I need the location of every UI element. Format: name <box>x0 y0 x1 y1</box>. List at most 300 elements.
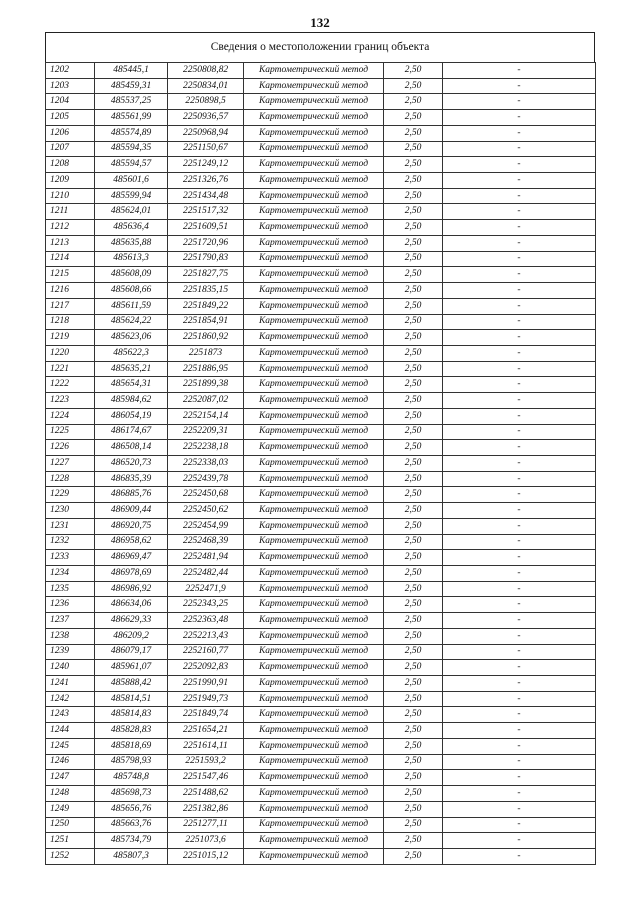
accuracy-cell: 2,50 <box>384 330 443 346</box>
x-coordinate-cell: 485654,31 <box>95 377 168 393</box>
coordinates-table <box>45 62 596 865</box>
accuracy-cell: 2,50 <box>384 597 443 613</box>
y-coordinate-cell: 2250808,82 <box>168 63 244 79</box>
accuracy-cell: 2,50 <box>384 455 443 471</box>
point-number-cell: 1203 <box>46 78 95 94</box>
accuracy-cell: 2,50 <box>384 220 443 236</box>
note-cell: - <box>443 424 596 440</box>
x-coordinate-cell: 486520,73 <box>95 455 168 471</box>
x-coordinate-cell: 486634,06 <box>95 597 168 613</box>
accuracy-cell: 2,50 <box>384 691 443 707</box>
x-coordinate-cell: 485734,79 <box>95 833 168 849</box>
accuracy-cell: 2,50 <box>384 78 443 94</box>
accuracy-cell: 2,50 <box>384 173 443 189</box>
accuracy-cell: 2,50 <box>384 613 443 629</box>
point-number-cell: 1252 <box>46 848 95 864</box>
method-cell: Картометрический метод <box>244 487 384 503</box>
table-row <box>46 345 596 361</box>
point-number-cell: 1238 <box>46 628 95 644</box>
x-coordinate-cell: 486885,76 <box>95 487 168 503</box>
accuracy-cell: 2,50 <box>384 94 443 110</box>
method-cell: Картометрический метод <box>244 78 384 94</box>
note-cell: - <box>443 204 596 220</box>
coordinates-table-body <box>46 63 596 865</box>
note-cell: - <box>443 393 596 409</box>
point-number-cell: 1239 <box>46 644 95 660</box>
note-cell: - <box>443 141 596 157</box>
table-row <box>46 141 596 157</box>
y-coordinate-cell: 2250936,57 <box>168 110 244 126</box>
accuracy-cell: 2,50 <box>384 440 443 456</box>
note-cell: - <box>443 377 596 393</box>
x-coordinate-cell: 485459,31 <box>95 78 168 94</box>
y-coordinate-cell: 2252363,48 <box>168 613 244 629</box>
method-cell: Картометрический метод <box>244 345 384 361</box>
x-coordinate-cell: 485828,83 <box>95 723 168 739</box>
table-row <box>46 377 596 393</box>
accuracy-cell: 2,50 <box>384 393 443 409</box>
accuracy-cell: 2,50 <box>384 314 443 330</box>
note-cell: - <box>443 660 596 676</box>
method-cell: Картометрический метод <box>244 754 384 770</box>
note-cell: - <box>443 754 596 770</box>
method-cell: Картометрический метод <box>244 628 384 644</box>
x-coordinate-cell: 485656,76 <box>95 801 168 817</box>
table-row <box>46 848 596 864</box>
table-row <box>46 518 596 534</box>
accuracy-cell: 2,50 <box>384 550 443 566</box>
method-cell: Картометрический метод <box>244 817 384 833</box>
y-coordinate-cell: 2252213,43 <box>168 628 244 644</box>
point-number-cell: 1233 <box>46 550 95 566</box>
method-cell: Картометрический метод <box>244 440 384 456</box>
note-cell: - <box>443 235 596 251</box>
x-coordinate-cell: 485599,94 <box>95 188 168 204</box>
x-coordinate-cell: 485594,57 <box>95 157 168 173</box>
x-coordinate-cell: 485814,83 <box>95 707 168 723</box>
table-row <box>46 235 596 251</box>
method-cell: Картометрический метод <box>244 707 384 723</box>
accuracy-cell: 2,50 <box>384 833 443 849</box>
method-cell: Картометрический метод <box>244 455 384 471</box>
accuracy-cell: 2,50 <box>384 361 443 377</box>
note-cell: - <box>443 440 596 456</box>
note-cell: - <box>443 188 596 204</box>
accuracy-cell: 2,50 <box>384 267 443 283</box>
point-number-cell: 1251 <box>46 833 95 849</box>
y-coordinate-cell: 2251827,75 <box>168 267 244 283</box>
y-coordinate-cell: 2250898,5 <box>168 94 244 110</box>
method-cell: Картометрический метод <box>244 471 384 487</box>
table-row <box>46 738 596 754</box>
point-number-cell: 1243 <box>46 707 95 723</box>
x-coordinate-cell: 486909,44 <box>95 503 168 519</box>
method-cell: Картометрический метод <box>244 141 384 157</box>
y-coordinate-cell: 2251899,38 <box>168 377 244 393</box>
method-cell: Картометрический метод <box>244 251 384 267</box>
method-cell: Картометрический метод <box>244 770 384 786</box>
accuracy-cell: 2,50 <box>384 707 443 723</box>
y-coordinate-cell: 2250834,01 <box>168 78 244 94</box>
y-coordinate-cell: 2251860,92 <box>168 330 244 346</box>
accuracy-cell: 2,50 <box>384 644 443 660</box>
table-row <box>46 393 596 409</box>
method-cell: Картометрический метод <box>244 786 384 802</box>
method-cell: Картометрический метод <box>244 408 384 424</box>
method-cell: Картометрический метод <box>244 534 384 550</box>
note-cell: - <box>443 518 596 534</box>
method-cell: Картометрический метод <box>244 188 384 204</box>
accuracy-cell: 2,50 <box>384 676 443 692</box>
note-cell: - <box>443 628 596 644</box>
accuracy-cell: 2,50 <box>384 848 443 864</box>
table-row <box>46 817 596 833</box>
method-cell: Картометрический метод <box>244 283 384 299</box>
method-cell: Картометрический метод <box>244 613 384 629</box>
point-number-cell: 1206 <box>46 125 95 141</box>
point-number-cell: 1246 <box>46 754 95 770</box>
point-number-cell: 1242 <box>46 691 95 707</box>
x-coordinate-cell: 485608,66 <box>95 283 168 299</box>
note-cell: - <box>443 644 596 660</box>
note-cell: - <box>443 455 596 471</box>
table-row <box>46 801 596 817</box>
method-cell: Картометрический метод <box>244 848 384 864</box>
method-cell: Картометрический метод <box>244 738 384 754</box>
note-cell: - <box>443 848 596 864</box>
x-coordinate-cell: 485961,07 <box>95 660 168 676</box>
y-coordinate-cell: 2251835,15 <box>168 283 244 299</box>
method-cell: Картометрический метод <box>244 361 384 377</box>
table-row <box>46 644 596 660</box>
x-coordinate-cell: 485622,3 <box>95 345 168 361</box>
table-row <box>46 78 596 94</box>
point-number-cell: 1209 <box>46 173 95 189</box>
accuracy-cell: 2,50 <box>384 566 443 582</box>
accuracy-cell: 2,50 <box>384 251 443 267</box>
point-number-cell: 1218 <box>46 314 95 330</box>
accuracy-cell: 2,50 <box>384 786 443 802</box>
point-number-cell: 1234 <box>46 566 95 582</box>
point-number-cell: 1245 <box>46 738 95 754</box>
y-coordinate-cell: 2251990,91 <box>168 676 244 692</box>
table-row <box>46 754 596 770</box>
method-cell: Картометрический метод <box>244 597 384 613</box>
table-row <box>46 770 596 786</box>
table-row <box>46 157 596 173</box>
accuracy-cell: 2,50 <box>384 125 443 141</box>
point-number-cell: 1202 <box>46 63 95 79</box>
method-cell: Картометрический метод <box>244 298 384 314</box>
point-number-cell: 1240 <box>46 660 95 676</box>
y-coordinate-cell: 2251517,32 <box>168 204 244 220</box>
method-cell: Картометрический метод <box>244 94 384 110</box>
point-number-cell: 1231 <box>46 518 95 534</box>
x-coordinate-cell: 485611,59 <box>95 298 168 314</box>
point-number-cell: 1213 <box>46 235 95 251</box>
y-coordinate-cell: 2251614,11 <box>168 738 244 754</box>
point-number-cell: 1223 <box>46 393 95 409</box>
table-row <box>46 251 596 267</box>
accuracy-cell: 2,50 <box>384 487 443 503</box>
method-cell: Картометрический метод <box>244 393 384 409</box>
table-row <box>46 204 596 220</box>
note-cell: - <box>443 110 596 126</box>
point-number-cell: 1214 <box>46 251 95 267</box>
y-coordinate-cell: 2250968,94 <box>168 125 244 141</box>
note-cell: - <box>443 550 596 566</box>
note-cell: - <box>443 597 596 613</box>
x-coordinate-cell: 485624,22 <box>95 314 168 330</box>
accuracy-cell: 2,50 <box>384 424 443 440</box>
accuracy-cell: 2,50 <box>384 188 443 204</box>
point-number-cell: 1235 <box>46 581 95 597</box>
x-coordinate-cell: 486835,39 <box>95 471 168 487</box>
table-row <box>46 628 596 644</box>
note-cell: - <box>443 613 596 629</box>
point-number-cell: 1244 <box>46 723 95 739</box>
y-coordinate-cell: 2251434,48 <box>168 188 244 204</box>
accuracy-cell: 2,50 <box>384 471 443 487</box>
note-cell: - <box>443 487 596 503</box>
table-row <box>46 188 596 204</box>
accuracy-cell: 2,50 <box>384 110 443 126</box>
x-coordinate-cell: 485561,99 <box>95 110 168 126</box>
x-coordinate-cell: 485814,51 <box>95 691 168 707</box>
accuracy-cell: 2,50 <box>384 738 443 754</box>
table-row <box>46 691 596 707</box>
table-row <box>46 361 596 377</box>
point-number-cell: 1217 <box>46 298 95 314</box>
x-coordinate-cell: 485537,25 <box>95 94 168 110</box>
x-coordinate-cell: 485984,62 <box>95 393 168 409</box>
x-coordinate-cell: 485574,89 <box>95 125 168 141</box>
accuracy-cell: 2,50 <box>384 408 443 424</box>
table-row <box>46 833 596 849</box>
y-coordinate-cell: 2252482,44 <box>168 566 244 582</box>
note-cell: - <box>443 676 596 692</box>
point-number-cell: 1227 <box>46 455 95 471</box>
x-coordinate-cell: 485636,4 <box>95 220 168 236</box>
point-number-cell: 1250 <box>46 817 95 833</box>
x-coordinate-cell: 485798,93 <box>95 754 168 770</box>
y-coordinate-cell: 2251488,62 <box>168 786 244 802</box>
accuracy-cell: 2,50 <box>384 63 443 79</box>
method-cell: Картометрический метод <box>244 235 384 251</box>
y-coordinate-cell: 2251015,12 <box>168 848 244 864</box>
y-coordinate-cell: 2251873 <box>168 345 244 361</box>
method-cell: Картометрический метод <box>244 110 384 126</box>
table-row <box>46 125 596 141</box>
table-row <box>46 298 596 314</box>
y-coordinate-cell: 2252092,83 <box>168 660 244 676</box>
note-cell: - <box>443 63 596 79</box>
y-coordinate-cell: 2251609,51 <box>168 220 244 236</box>
page-number: 132 <box>310 15 330 30</box>
table-title: Сведения о местоположении границ объекта <box>45 32 595 62</box>
table-row <box>46 566 596 582</box>
method-cell: Картометрический метод <box>244 173 384 189</box>
table-row <box>46 487 596 503</box>
note-cell: - <box>443 345 596 361</box>
note-cell: - <box>443 330 596 346</box>
note-cell: - <box>443 283 596 299</box>
accuracy-cell: 2,50 <box>384 283 443 299</box>
note-cell: - <box>443 94 596 110</box>
method-cell: Картометрический метод <box>244 566 384 582</box>
table-row <box>46 408 596 424</box>
table-row <box>46 220 596 236</box>
point-number-cell: 1224 <box>46 408 95 424</box>
method-cell: Картометрический метод <box>244 581 384 597</box>
note-cell: - <box>443 786 596 802</box>
accuracy-cell: 2,50 <box>384 581 443 597</box>
accuracy-cell: 2,50 <box>384 660 443 676</box>
x-coordinate-cell: 486209,2 <box>95 628 168 644</box>
y-coordinate-cell: 2251790,83 <box>168 251 244 267</box>
method-cell: Картометрический метод <box>244 676 384 692</box>
accuracy-cell: 2,50 <box>384 157 443 173</box>
point-number-cell: 1220 <box>46 345 95 361</box>
point-number-cell: 1236 <box>46 597 95 613</box>
y-coordinate-cell: 2252481,94 <box>168 550 244 566</box>
x-coordinate-cell: 486629,33 <box>95 613 168 629</box>
method-cell: Картометрический метод <box>244 125 384 141</box>
note-cell: - <box>443 361 596 377</box>
table-row <box>46 581 596 597</box>
y-coordinate-cell: 2252439,78 <box>168 471 244 487</box>
x-coordinate-cell: 486508,14 <box>95 440 168 456</box>
x-coordinate-cell: 486986,92 <box>95 581 168 597</box>
y-coordinate-cell: 2252087,02 <box>168 393 244 409</box>
table-row <box>46 550 596 566</box>
note-cell: - <box>443 817 596 833</box>
method-cell: Картометрический метод <box>244 220 384 236</box>
y-coordinate-cell: 2251382,86 <box>168 801 244 817</box>
accuracy-cell: 2,50 <box>384 801 443 817</box>
point-number-cell: 1232 <box>46 534 95 550</box>
accuracy-cell: 2,50 <box>384 141 443 157</box>
point-number-cell: 1211 <box>46 204 95 220</box>
point-number-cell: 1229 <box>46 487 95 503</box>
y-coordinate-cell: 2251654,21 <box>168 723 244 739</box>
y-coordinate-cell: 2252338,03 <box>168 455 244 471</box>
accuracy-cell: 2,50 <box>384 628 443 644</box>
x-coordinate-cell: 486174,67 <box>95 424 168 440</box>
table-row <box>46 94 596 110</box>
accuracy-cell: 2,50 <box>384 754 443 770</box>
y-coordinate-cell: 2252160,77 <box>168 644 244 660</box>
accuracy-cell: 2,50 <box>384 345 443 361</box>
table-row <box>46 676 596 692</box>
note-cell: - <box>443 267 596 283</box>
accuracy-cell: 2,50 <box>384 377 443 393</box>
y-coordinate-cell: 2252209,31 <box>168 424 244 440</box>
table-row <box>46 660 596 676</box>
y-coordinate-cell: 2252343,25 <box>168 597 244 613</box>
table-row <box>46 786 596 802</box>
x-coordinate-cell: 485601,6 <box>95 173 168 189</box>
table-row <box>46 723 596 739</box>
note-cell: - <box>443 833 596 849</box>
accuracy-cell: 2,50 <box>384 770 443 786</box>
table-row <box>46 330 596 346</box>
y-coordinate-cell: 2252450,68 <box>168 487 244 503</box>
method-cell: Картометрический метод <box>244 314 384 330</box>
point-number-cell: 1247 <box>46 770 95 786</box>
y-coordinate-cell: 2251326,76 <box>168 173 244 189</box>
method-cell: Картометрический метод <box>244 63 384 79</box>
point-number-cell: 1212 <box>46 220 95 236</box>
y-coordinate-cell: 2251277,11 <box>168 817 244 833</box>
accuracy-cell: 2,50 <box>384 298 443 314</box>
x-coordinate-cell: 485445,1 <box>95 63 168 79</box>
table-row <box>46 424 596 440</box>
point-number-cell: 1207 <box>46 141 95 157</box>
table-row <box>46 613 596 629</box>
point-number-cell: 1249 <box>46 801 95 817</box>
accuracy-cell: 2,50 <box>384 503 443 519</box>
note-cell: - <box>443 220 596 236</box>
method-cell: Картометрический метод <box>244 518 384 534</box>
note-cell: - <box>443 251 596 267</box>
table-row <box>46 471 596 487</box>
x-coordinate-cell: 485594,35 <box>95 141 168 157</box>
note-cell: - <box>443 503 596 519</box>
point-number-cell: 1248 <box>46 786 95 802</box>
y-coordinate-cell: 2251073,6 <box>168 833 244 849</box>
note-cell: - <box>443 157 596 173</box>
method-cell: Картометрический метод <box>244 204 384 220</box>
x-coordinate-cell: 485623,06 <box>95 330 168 346</box>
note-cell: - <box>443 298 596 314</box>
method-cell: Картометрический метод <box>244 691 384 707</box>
table-row <box>46 503 596 519</box>
method-cell: Картометрический метод <box>244 644 384 660</box>
y-coordinate-cell: 2251150,67 <box>168 141 244 157</box>
x-coordinate-cell: 485608,09 <box>95 267 168 283</box>
x-coordinate-cell: 485748,8 <box>95 770 168 786</box>
note-cell: - <box>443 408 596 424</box>
method-cell: Картометрический метод <box>244 833 384 849</box>
accuracy-cell: 2,50 <box>384 204 443 220</box>
x-coordinate-cell: 485613,3 <box>95 251 168 267</box>
note-cell: - <box>443 691 596 707</box>
point-number-cell: 1230 <box>46 503 95 519</box>
y-coordinate-cell: 2251949,73 <box>168 691 244 707</box>
y-coordinate-cell: 2252238,18 <box>168 440 244 456</box>
point-number-cell: 1228 <box>46 471 95 487</box>
point-number-cell: 1205 <box>46 110 95 126</box>
x-coordinate-cell: 485635,88 <box>95 235 168 251</box>
x-coordinate-cell: 485807,3 <box>95 848 168 864</box>
note-cell: - <box>443 738 596 754</box>
x-coordinate-cell: 485818,69 <box>95 738 168 754</box>
point-number-cell: 1216 <box>46 283 95 299</box>
method-cell: Картометрический метод <box>244 330 384 346</box>
table-row <box>46 267 596 283</box>
note-cell: - <box>443 581 596 597</box>
point-number-cell: 1226 <box>46 440 95 456</box>
table-row <box>46 173 596 189</box>
point-number-cell: 1219 <box>46 330 95 346</box>
point-number-cell: 1215 <box>46 267 95 283</box>
x-coordinate-cell: 486969,47 <box>95 550 168 566</box>
point-number-cell: 1222 <box>46 377 95 393</box>
x-coordinate-cell: 485663,76 <box>95 817 168 833</box>
table-row <box>46 63 596 79</box>
method-cell: Картометрический метод <box>244 723 384 739</box>
